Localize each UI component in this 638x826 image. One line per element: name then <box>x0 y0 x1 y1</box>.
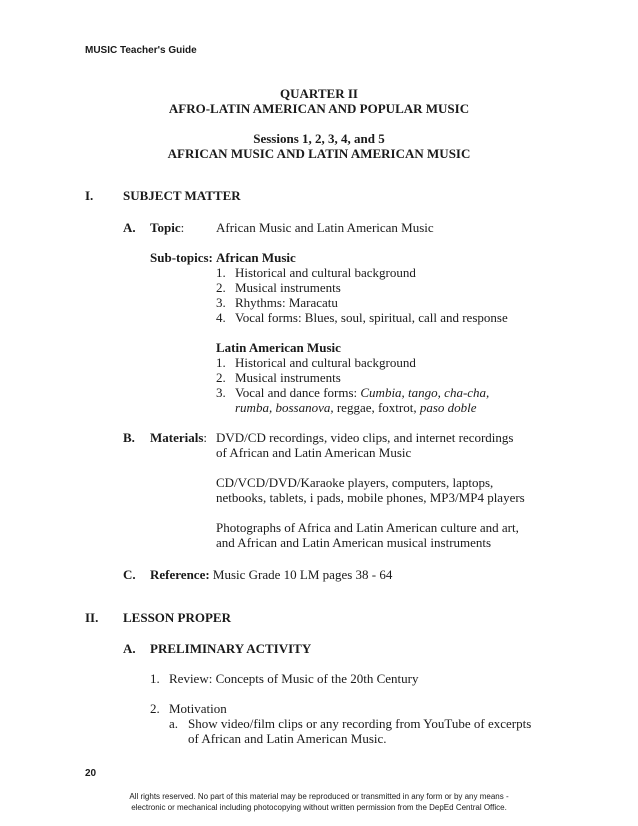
materials-line-6: and African and Latin American musical instruments <box>216 535 492 550</box>
latin-item-3-italic-2: rumba, bossanova, <box>235 400 334 415</box>
motivation-sub-a-line-2: of African and Latin American Music. <box>188 731 387 746</box>
latin-music-title: Latin American Music <box>216 340 341 355</box>
section-2-numeral: II. <box>85 610 99 625</box>
latin-item-3-line-2 <box>235 400 477 415</box>
materials-letter: B. <box>123 430 135 445</box>
subtopics-label: Sub-topics: <box>150 250 213 265</box>
latin-item-3-num: 3. <box>216 385 226 400</box>
reference-line <box>150 567 392 582</box>
latin-item-1-num: 1. <box>216 355 226 370</box>
lesson-item-2: Motivation <box>169 701 227 716</box>
african-item-3-num: 3. <box>216 295 226 310</box>
african-item-2: Musical instruments <box>235 280 341 295</box>
african-item-1: Historical and cultural background <box>235 265 416 280</box>
materials-label-wrap <box>150 430 207 445</box>
materials-colon: : <box>203 430 208 445</box>
sessions-subtitle: AFRICAN MUSIC AND LATIN AMERICAN MUSIC <box>167 146 471 161</box>
reference-value: Music Grade 10 LM pages 38 - 64 <box>209 567 393 582</box>
african-item-1-num: 1. <box>216 265 226 280</box>
latin-item-2: Musical instruments <box>235 370 341 385</box>
section-2-heading: LESSON PROPER <box>123 610 231 625</box>
topic-label-wrap <box>150 220 184 235</box>
lesson-item-1: Review: Concepts of Music of the 20th Century <box>169 671 419 686</box>
reference-letter: C. <box>123 567 136 582</box>
materials-line-4: netbooks, tablets, i pads, mobile phones, MP3/MP4 players <box>216 490 525 505</box>
african-music-title: African Music <box>216 250 296 265</box>
topic-letter: A. <box>123 220 136 235</box>
guide-title: MUSIC Teacher's Guide <box>85 45 197 56</box>
activity-heading: PRELIMINARY ACTIVITY <box>150 641 312 656</box>
latin-item-3-line-1 <box>235 385 489 400</box>
section-1-numeral: I. <box>85 188 94 203</box>
motivation-sub-a-line-1: Show video/film clips or any recording from YouTube of excerpts <box>188 716 532 731</box>
african-item-2-num: 2. <box>216 280 226 295</box>
lesson-item-1-num: 1. <box>150 671 160 686</box>
latin-item-3-italic-1: Cumbia, tango, cha-cha, <box>360 385 490 400</box>
african-item-4-num: 4. <box>216 310 226 325</box>
latin-item-3-prefix: Vocal and dance forms: <box>235 385 361 400</box>
materials-line-5: Photographs of Africa and Latin American culture and art, <box>216 520 519 535</box>
copyright-line-2: electronic or mechanical including photocopying without written permission from the DepEd Central Office. <box>131 803 507 812</box>
african-item-4: Vocal forms: Blues, soul, spiritual, call and response <box>235 310 508 325</box>
sessions-title: Sessions 1, 2, 3, 4, and 5 <box>253 131 385 146</box>
latin-item-2-num: 2. <box>216 370 226 385</box>
materials-line-1: DVD/CD recordings, video clips, and internet recordings <box>216 430 514 445</box>
section-1-heading: SUBJECT MATTER <box>123 188 241 203</box>
quarter-title: QUARTER II <box>280 86 358 101</box>
african-item-3: Rhythms: Maracatu <box>235 295 338 310</box>
materials-label: Materials <box>150 430 204 445</box>
activity-letter: A. <box>123 641 136 656</box>
latin-item-3-italic-3: paso doble <box>419 400 477 415</box>
materials-line-3: CD/VCD/DVD/Karaoke players, computers, laptops, <box>216 475 494 490</box>
copyright-line-1: All rights reserved. No part of this material may be reproduced or transmitted in any form or by any means - <box>129 792 509 801</box>
motivation-sub-a-letter: a. <box>169 716 179 731</box>
materials-line-2: of African and Latin American Music <box>216 445 412 460</box>
topic-colon: : <box>180 220 185 235</box>
topic-value: African Music and Latin American Music <box>216 220 434 235</box>
latin-item-3-plain-2: reggae, foxtrot, <box>333 400 420 415</box>
latin-item-1: Historical and cultural background <box>235 355 416 370</box>
page-number: 20 <box>85 768 97 779</box>
quarter-subtitle: AFRO-LATIN AMERICAN AND POPULAR MUSIC <box>168 101 470 116</box>
reference-label: Reference: <box>150 567 210 582</box>
lesson-item-2-num: 2. <box>150 701 160 716</box>
topic-label: Topic <box>150 220 181 235</box>
